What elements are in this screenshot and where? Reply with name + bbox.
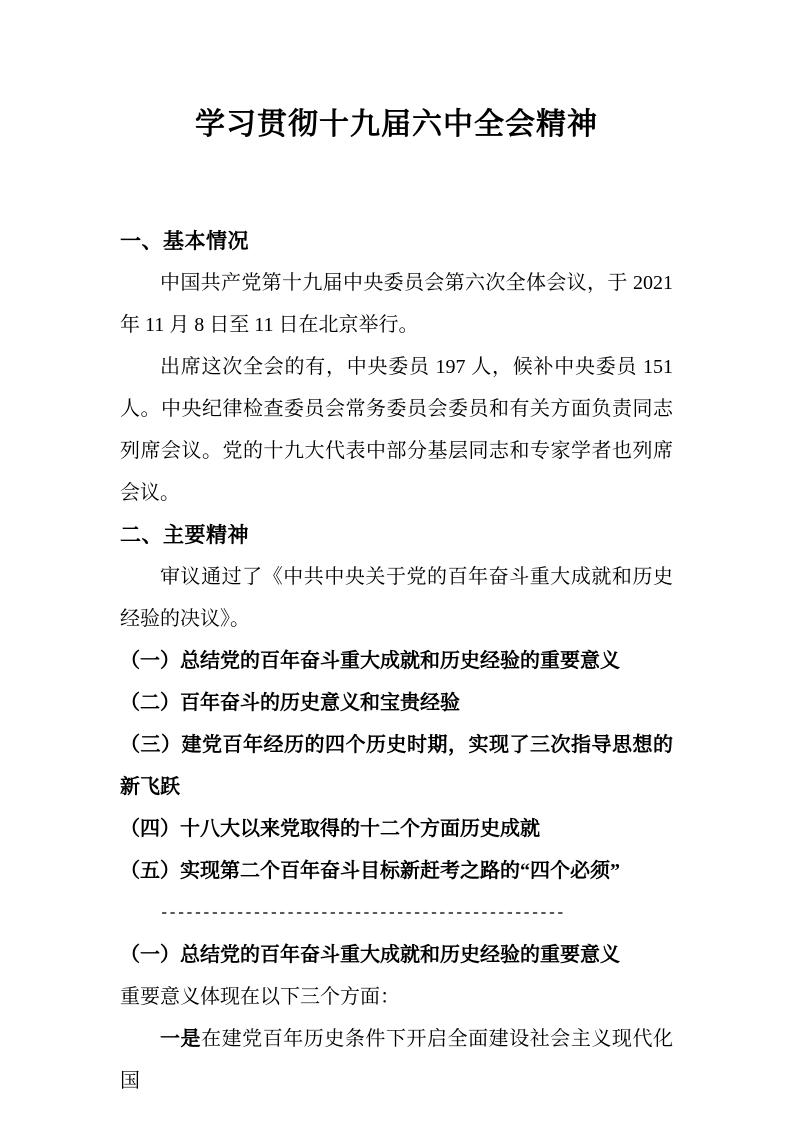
section-heading-basic-info: 一、基本情况 — [120, 229, 249, 253]
paragraph-attendees: 出席这次全会的有，中央委员 197 人，候补中央委员 151 人。中央纪律检查委员会常务委员会委员和有关方面负责同志列席会议。党的十九大代表中部分基层同志和专家学者也列席会议。 — [120, 356, 673, 504]
document-content — [120, 0, 673, 1102]
point-one-label: 一是 — [160, 1028, 202, 1050]
outline-item-5: （五）实现第二个百年奋斗目标新赶考之路的“四个必须” — [120, 860, 620, 882]
outline-item-1: （一）总结党的百年奋斗重大成就和历史经验的重要意义 — [120, 650, 620, 672]
paragraph-point-one — [120, 1018, 673, 1102]
section-heading-main-spirit: 二、主要精神 — [120, 523, 249, 547]
outline-item-3: （三）建党百年经历的四个历史时期，实现了三次指导思想的新飞跃 — [120, 734, 673, 798]
separator-dashed-line: ------------------------------------------------ — [160, 905, 565, 921]
document-title: 学习贯彻十九届六中全会精神 — [195, 108, 598, 141]
paragraph-resolution: 审议通过了《中共中央关于党的百年奋斗重大成就和历史经验的决议》。 — [120, 566, 673, 630]
outline-item-4: （四）十八大以来党取得的十二个方面历史成就 — [120, 818, 540, 840]
paragraph-significance-lead: 重要意义体现在以下三个方面： — [120, 986, 400, 1008]
outline-list — [120, 640, 673, 892]
subsection-heading-significance: （一）总结党的百年奋斗重大成就和历史经验的重要意义 — [120, 944, 620, 966]
paragraph-meeting-time: 中国共产党第十九届中央委员会第六次全体会议，于 2021 年 11 月 8 日至 11 日在北京举行。 — [120, 272, 673, 336]
outline-item-2: （二）百年奋斗的历史意义和宝贵经验 — [120, 692, 460, 714]
point-one-text: 在建党百年历史条件下开启全面建设社会主义现代化国 — [120, 1028, 674, 1092]
